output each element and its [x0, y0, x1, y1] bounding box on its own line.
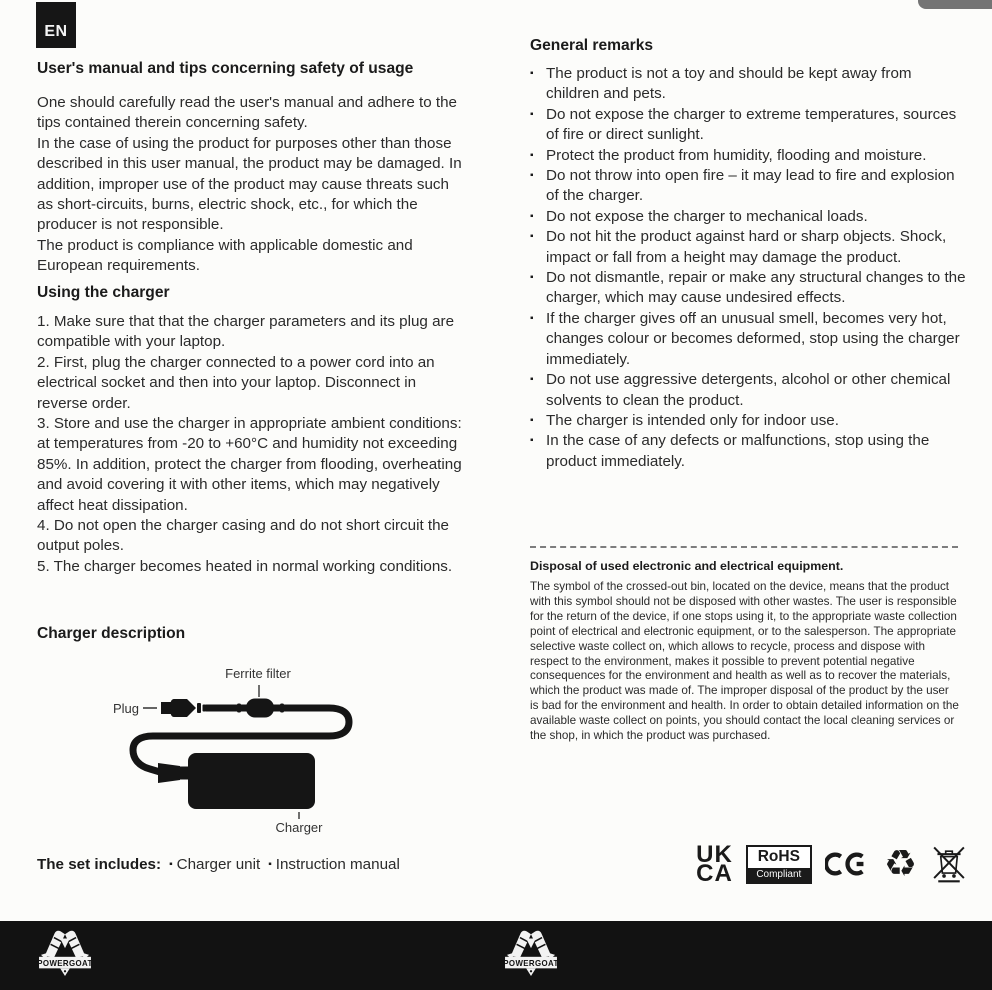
usage-step: 4. Do not open the charger casing and do not short circuit the output poles. [37, 517, 450, 555]
using-the-charger-heading: Using the charger [37, 284, 170, 301]
bullet-text: If the charger gives off an unusual smell, becomes very hot, changes colour or becomes deformed, stop using the charger immediately. [546, 309, 960, 368]
bullet-text: The charger is intended only for indoor use. [546, 411, 839, 429]
ferrite-filter-icon [246, 699, 274, 718]
cable-ridge [280, 704, 284, 713]
list-item [530, 411, 968, 431]
ferrite-filter-label: Ferrite filter [225, 666, 291, 681]
usage-step: 2. First, plug the charger connected to a power cord into an electrical socket and then into your laptop. Disconnect in reverse order. [37, 353, 435, 412]
usage-step: 3. Store and use the charger in appropriate ambient conditions: at temperatures from -20 to +60°C and humidity not exceeding 85%. In addition, protect the charger from flooding, overheating and avoid covering it with other items, which may negatively affect heat dissipation. [37, 415, 462, 514]
cable-ridge [243, 705, 246, 712]
bullet-text: Do not hit the product against hard or sharp objects. Shock, impact or fall from a height may damage the product. [546, 228, 947, 266]
bullet-text: In the case of any defects or malfunctions, stop using the product immediately. [546, 432, 930, 470]
bullet-icon: ▪ [530, 68, 534, 79]
list-item [530, 146, 968, 166]
bullet-text: Do not expose the charger to mechanical loads. [546, 207, 868, 225]
set-item-instruction-manual: Instruction manual [275, 856, 400, 873]
powergoat-logo [36, 927, 94, 977]
list-item [530, 370, 968, 411]
charger-description-heading: Charger description [37, 625, 186, 642]
bullet-icon: ▪ [530, 312, 534, 324]
footer-bar [0, 921, 992, 990]
rohs-compliant-label: Compliant [748, 868, 810, 882]
bullet-text: Do not expose the charger to extreme temperatures, sources of fire or direct sunlight. [546, 105, 957, 144]
powergoat-logo [502, 927, 560, 977]
dashed-divider [530, 546, 958, 548]
ukca-top: UK [696, 840, 733, 868]
general-remarks-list [530, 64, 968, 472]
cable-ridge [237, 704, 241, 713]
bullet-icon: ▪ [530, 374, 534, 386]
set-includes-label: The set includes: [37, 856, 162, 873]
bullet-icon: ▪ [530, 149, 534, 161]
recycling-symbol-icon: ♻ [883, 842, 917, 885]
bullet-text: Do not use aggressive detergents, alcohol or other chemical solvents to clean the product. [546, 371, 951, 409]
cable-ridge [203, 705, 206, 712]
dc-connector-tip [180, 767, 189, 780]
rohs-label: RoHS [748, 847, 810, 868]
list-item [530, 431, 968, 472]
cable-ridge [197, 703, 201, 713]
weee-crossed-bin-icon [930, 843, 968, 885]
bullet-text: Do not dismantle, repair or make any structural changes to the charger, which may cause undesired effects. [546, 269, 966, 307]
disposal-text: The symbol of the crossed-out bin, located on the device, means that the product with this symbol should not be disposed with other wastes. The user is responsible for the return of the device, if one stops using it, to the appropriate waste collection point of electrical and electronic equipment, or to the salesperson. The appropriate selective waste collect on, which allows to recycle, process and dispose with respect to the environment, makes it possible to prevent potential negative consequences for the environment and health as well as to recover the materials, which the product was made of. The improper disposal of the product by the user is bad for the environment and health. In order to obtain detailed information on the available waste collect on points, you should contact the local cleaning services or the shop, in which the product was purchased. [530, 580, 959, 743]
brand-name: POWERGOAT [503, 958, 559, 968]
charger-brick-icon [188, 753, 315, 809]
plug-pin-icon [161, 702, 171, 714]
bullet-icon: ▪ [268, 859, 272, 870]
list-item [530, 268, 968, 309]
ukca-mark [696, 840, 733, 887]
brand-name: POWERGOAT [37, 958, 93, 968]
charger-diagram [30, 656, 470, 841]
plug-body-icon [170, 699, 196, 717]
scan-artifact [918, 0, 992, 9]
set-item-charger-unit: Charger unit [176, 856, 261, 873]
intro-paragraph: In the case of using the product for purposes other than those described in this user manual, the product may be damaged. In addition, improper use of the product may cause threats such as short-circuits, burns, electric shock, etc., for which the producer is not responsible. [37, 134, 462, 234]
set-includes-row [37, 856, 469, 873]
list-item [530, 166, 968, 207]
compliance-marks-row [530, 840, 968, 887]
ukca-bottom: CA [696, 860, 733, 887]
bullet-icon: ▪ [169, 859, 173, 870]
usage-steps [37, 312, 469, 577]
usage-step: 5. The charger becomes heated in normal working conditions. [37, 557, 453, 575]
bullet-text: Do not throw into open fire – it may lead to fire and explosion of the charger. [546, 167, 955, 205]
language-badge [36, 2, 76, 48]
list-item [530, 309, 968, 370]
list-item [530, 227, 968, 268]
bullet-icon: ▪ [530, 435, 534, 447]
plug-label: Plug [112, 701, 139, 716]
list-item [530, 207, 968, 227]
cable-ridge [275, 705, 278, 712]
bullet-icon: ▪ [530, 414, 534, 426]
intro-paragraph: One should carefully read the user's manual and adhere to the tips contained therein concerning safety. [37, 94, 457, 132]
bullet-icon: ▪ [530, 108, 534, 120]
intro-paragraph: The product is compliance with applicable domestic and European requirements. [37, 236, 413, 275]
bullet-text: The product is not a toy and should be kept away from children and pets. [546, 65, 912, 103]
bullet-icon: ▪ [530, 170, 534, 182]
page-title: User's manual and tips concerning safety of usage [37, 60, 414, 77]
bullet-icon: ▪ [530, 210, 534, 222]
usage-step: 1. Make sure that that the charger parameters and its plug are compatible with your laptop. [37, 313, 455, 351]
charger-label: Charger [275, 820, 323, 835]
language-badge-label: EN [44, 23, 68, 40]
rohs-mark [746, 845, 812, 884]
disposal-heading: Disposal of used electronic and electrical equipment. [530, 559, 844, 573]
bullet-icon: ▪ [530, 272, 534, 284]
bullet-text: Protect the product from humidity, flooding and moisture. [546, 146, 927, 164]
bullet-icon: ▪ [530, 231, 534, 243]
list-item [530, 64, 968, 105]
general-remarks-heading: General remarks [530, 37, 654, 54]
list-item [530, 105, 968, 146]
ce-mark-icon [825, 847, 871, 881]
intro-paragraphs [37, 93, 469, 277]
dc-connector-icon [158, 763, 180, 783]
